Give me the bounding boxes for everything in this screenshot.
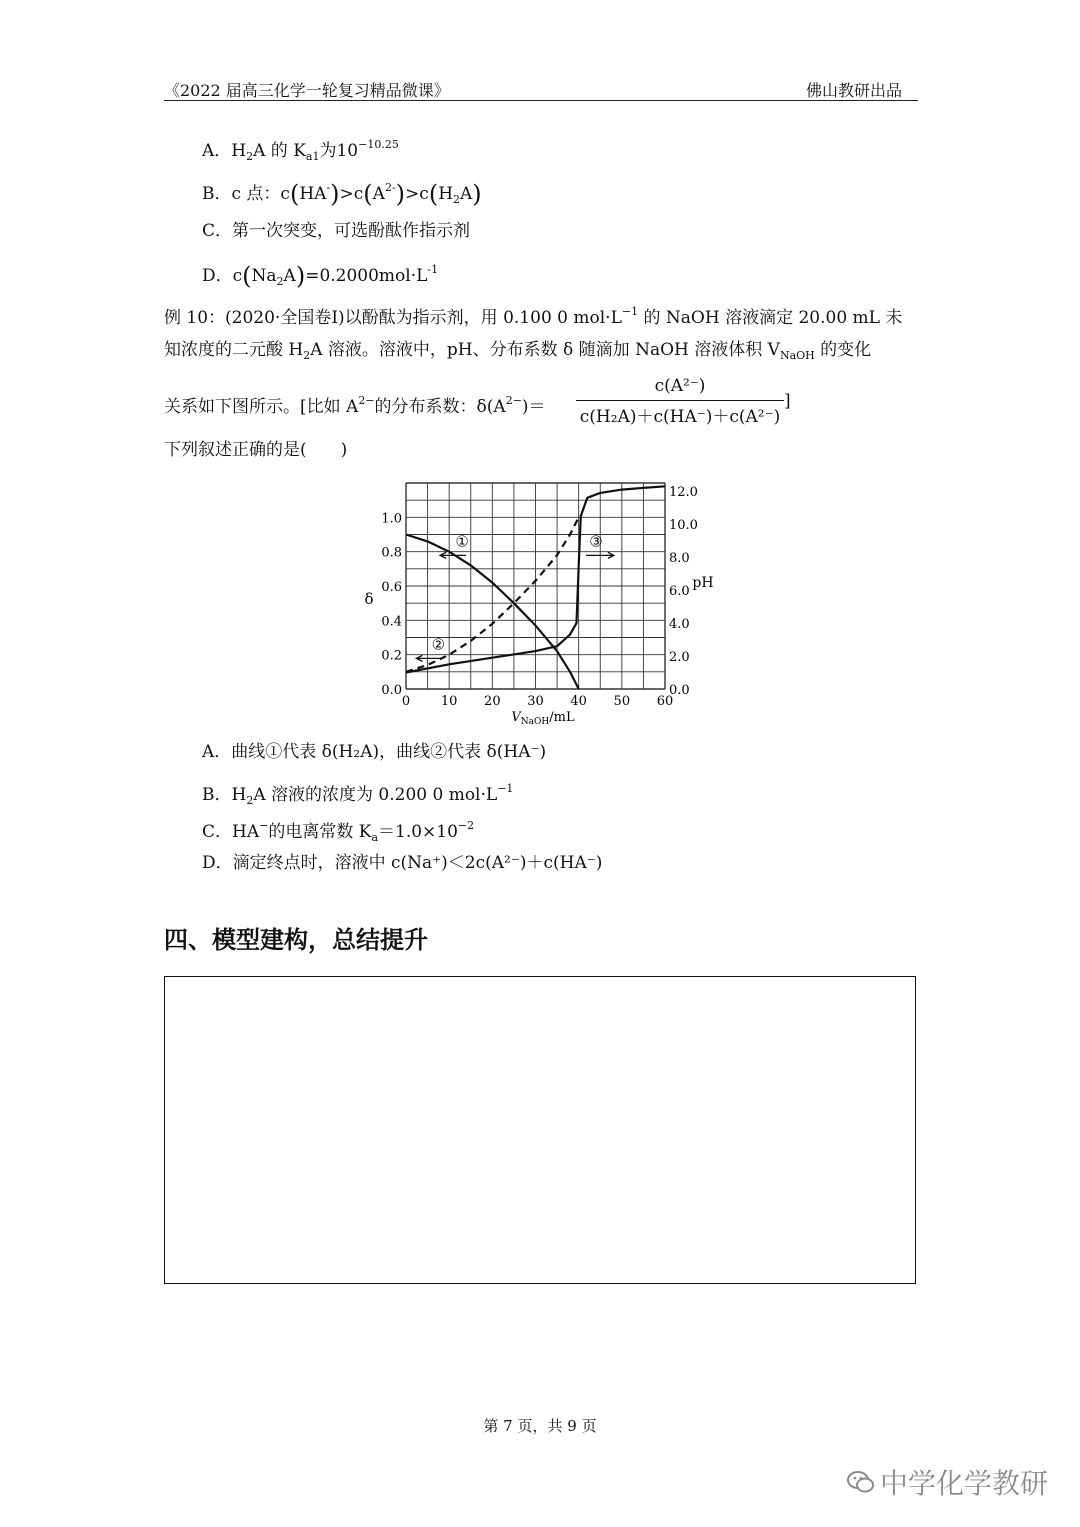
fraction-denominator: c(H₂A)＋c(HA⁻)＋c(A²⁻) bbox=[579, 407, 781, 427]
wechat-icon bbox=[846, 1467, 876, 1497]
y-left-tick-label: 0.8 bbox=[381, 545, 402, 561]
chart-ticks bbox=[381, 485, 698, 709]
option-d-prev: D．$c(Na_2A)=0.2000mol\cdot L^{-1}$ bbox=[202, 262, 439, 290]
option-b: B．$H_2A$ 溶液的浓度为 0.200 0 $mol\cdot L^{-1}$ bbox=[202, 782, 514, 807]
example-line-3: 关系如下图所示。[比如 $A^{2-}$的分布系数：$\delta(A^{2-})=$ bbox=[164, 394, 546, 417]
x-tick-label: 60 bbox=[656, 694, 674, 709]
watermark bbox=[846, 1462, 1048, 1502]
option-a-prev: A．$H_2A$ 的 $K_{a1}$为$10^{-10.25}$ bbox=[202, 138, 399, 163]
option-b-prev: B．c 点：$c(HA^-)>c(A^{2-})>c(H_2A)$ bbox=[202, 180, 482, 208]
x-tick-label: 30 bbox=[527, 694, 544, 709]
distribution-fraction bbox=[576, 376, 784, 426]
titration-chart bbox=[355, 475, 735, 735]
y-left-tick-label: 0.6 bbox=[381, 580, 402, 595]
option-c-prev: C．第一次突变，可选酚酞作指示剂 bbox=[202, 221, 471, 241]
y-left-tick-label: 1.0 bbox=[381, 511, 402, 527]
header-publisher: 佛山教研出品 bbox=[805, 81, 902, 100]
annotation-label: ① bbox=[455, 532, 469, 551]
x-tick-label: 0 bbox=[401, 694, 411, 709]
option-c: C．HA−的电离常数 $K_a=1.0\times 10^{-2}$ bbox=[202, 819, 475, 844]
answer-box[interactable] bbox=[164, 976, 916, 1284]
y-right-tick-label: 12.0 bbox=[669, 485, 698, 501]
bracket-close: ] bbox=[784, 391, 791, 411]
x-tick-label: 50 bbox=[613, 694, 631, 709]
example-line-2: 知浓度的二元酸 $H_2A$ 溶液。溶液中，pH、分布系数 δ 随滴加 NaOH 溶液体积 $V_{NaOH}$ 的变化 bbox=[164, 340, 872, 362]
section-title: 四、模型建构，总结提升 bbox=[164, 926, 428, 954]
option-a: A．曲线①代表 δ(H₂A)，曲线②代表 δ(HA⁻) bbox=[202, 742, 547, 762]
annotation-label: ② bbox=[431, 635, 446, 654]
y-right-tick-label: 2.0 bbox=[669, 650, 690, 666]
question-prompt: 下列叙述正确的是( ) bbox=[164, 440, 348, 460]
y-left-tick-label: 0.2 bbox=[381, 648, 402, 664]
y-left-tick-label: 0.4 bbox=[381, 614, 402, 630]
y-right-tick-label: 4.0 bbox=[669, 617, 690, 633]
y-right-tick-label: 8.0 bbox=[669, 551, 690, 567]
x-axis-label: $V_{NaOH}/mL$ bbox=[511, 710, 575, 727]
chart-grid bbox=[406, 483, 665, 689]
x-tick-label: 10 bbox=[440, 694, 458, 709]
y-left-axis-label: δ bbox=[364, 590, 374, 608]
option-d: D．滴定终点时，溶液中 c(Na⁺)＜2c(A²⁻)＋c(HA⁻) bbox=[202, 853, 603, 873]
y-right-tick-label: 10.0 bbox=[669, 518, 698, 534]
x-tick-label: 40 bbox=[570, 694, 587, 709]
y-left-tick-label: 0.0 bbox=[381, 683, 402, 698]
fraction-bar bbox=[576, 400, 784, 401]
annotation-label: ③ bbox=[589, 532, 603, 551]
page-header bbox=[164, 78, 918, 101]
y-right-axis-label: pH bbox=[692, 575, 714, 591]
header-title: 《2022 届高三化学一轮复习精品微课》 bbox=[164, 81, 450, 100]
y-right-tick-label: 0.0 bbox=[669, 683, 690, 698]
fraction-numerator: c(A²⁻) bbox=[654, 376, 706, 396]
y-right-tick-label: 6.0 bbox=[669, 584, 690, 600]
x-tick-label: 20 bbox=[484, 694, 501, 709]
page-footer: 第 7 页，共 9 页 bbox=[483, 1417, 597, 1435]
example-line-1: 例 10：(2020·全国卷Ⅰ)以酚酞为指示剂，用 0.100 0 $mol\cdot L^{-1}$ 的 NaOH 溶液滴定 20.00 mL 未 bbox=[164, 305, 903, 328]
watermark-text: 中学化学教研 bbox=[880, 1467, 1049, 1500]
